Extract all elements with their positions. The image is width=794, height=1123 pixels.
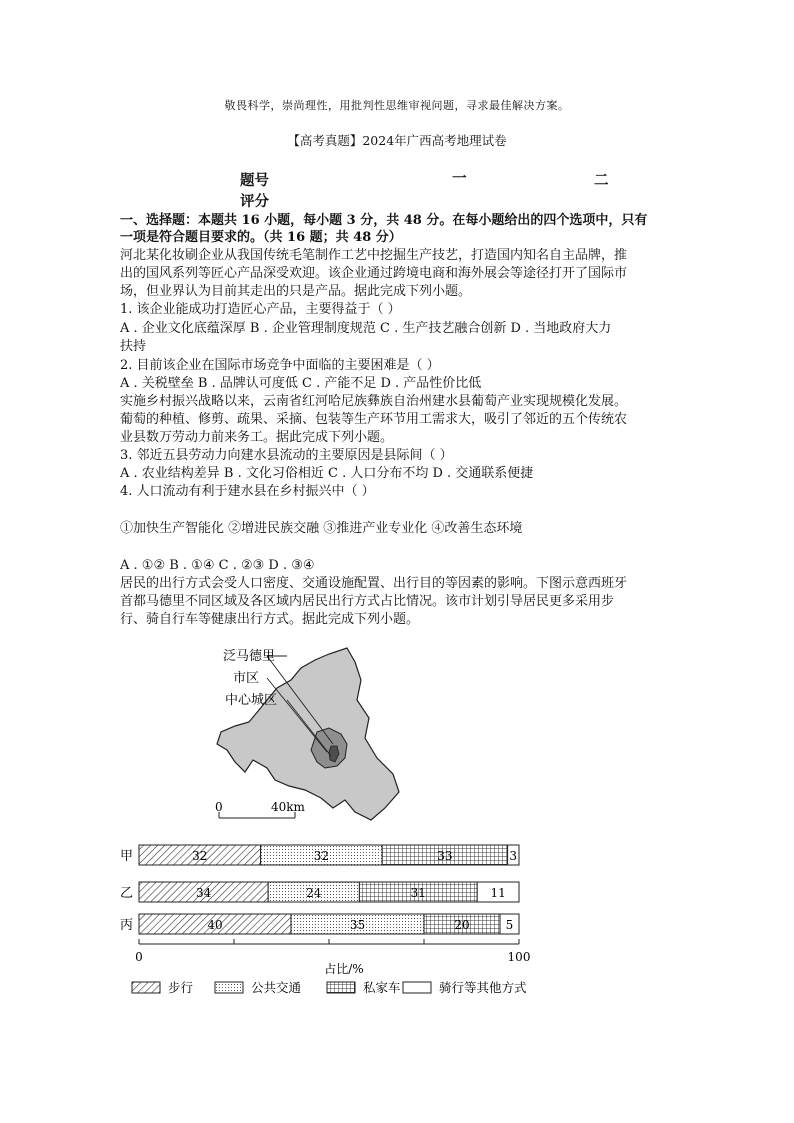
- travel-mode-chart: [110, 836, 540, 1006]
- question-4-stem: 4. 人口流动有利于建水县在乡村振兴中（ ）: [120, 484, 375, 499]
- map-label-center: 中心城区: [225, 693, 278, 708]
- chart-data-label: 31: [410, 886, 426, 900]
- map-label-greater-madrid: 泛马德里: [223, 649, 276, 664]
- question-2-options: A . 关税壁垒 B . 品牌认可度低 C . 产能不足 D . 产品性价比低: [120, 376, 482, 391]
- legend-label-car: 私家车: [363, 980, 401, 995]
- score-table-number-label: 题号: [240, 172, 269, 189]
- question-1-stem: 1. 该企业能成功打造匠心产品，主要得益于（ ）: [120, 302, 401, 317]
- passage2-line: 葡萄的种植、修剪、疏果、采摘、包装等生产环节用工需求大，吸引了邻近的五个传统农: [120, 412, 628, 427]
- passage1-line: 出的国风系列等匠心产品深受欢迎。该企业通过跨境电商和海外展会等途径打开了国际市: [120, 266, 628, 281]
- score-table-col1: 一: [452, 170, 467, 187]
- score-table-col2: 二: [594, 172, 609, 189]
- passage1-line: 河北某化妆刷企业从我国传统毛笔制作工艺中挖掘生产技艺，打造国内知名自主品牌，推: [120, 248, 628, 263]
- motto: 敬畏科学，崇尚理性，用批判性思维审视问题，寻求最佳解决方案。: [224, 99, 570, 112]
- section-heading: 一、选择题：本题共 16 小题，每小题 3 分，共 48 分。在每小题给出的四个选项中，只有: [120, 213, 648, 228]
- passage2-line: 实施乡村振兴战略以来，云南省红河哈尼族彝族自治州建水县葡萄产业实现规模化发展。: [120, 394, 628, 409]
- question-2-stem: 2. 目前该企业在国际市场竞争中面临的主要困难是（ ）: [120, 358, 440, 373]
- legend-swatch-car: [327, 982, 355, 993]
- passage2-line: 业县数万劳动力前来务工。据此完成下列小题。: [120, 430, 394, 445]
- passage3-line: 居民的出行方式会受人口密度、交通设施配置、出行目的等因素的影响。下图示意西班牙: [120, 576, 628, 591]
- question-4-items: ①加快生产智能化 ②增进民族交融 ③推进产业专业化 ④改善生态环境: [120, 521, 523, 536]
- chart-tick-label: 0: [135, 950, 143, 964]
- legend-label-public-transport: 公共交通: [251, 980, 302, 995]
- legend-label-walk: 步行: [168, 980, 194, 995]
- chart-data-label: 34: [195, 886, 212, 900]
- chart-data-label: 24: [306, 886, 322, 900]
- score-table-score-label: 评分: [240, 193, 269, 210]
- map-scale-end: 40km: [271, 800, 305, 814]
- chart-category-label: 丙: [120, 918, 134, 933]
- chart-data-label: 35: [349, 918, 366, 932]
- legend-swatch-other: [403, 982, 431, 993]
- chart-tick-label: 100: [507, 950, 531, 964]
- legend-swatch-walk: [132, 982, 160, 993]
- passage3-line: 行、骑自行车等健康出行方式。据此完成下列小题。: [120, 612, 420, 627]
- question-3-options: A . 农业结构差异 B . 文化习俗相近 C . 人口分布不均 D . 交通联系便捷: [120, 466, 534, 481]
- chart-category-label: 甲: [120, 849, 134, 864]
- passage1-line: 场，但业界认为目前其走出的只是产品。据此完成下列小题。: [120, 284, 472, 299]
- question-3-stem: 3. 邻近五县劳动力向建水县流动的主要原因是县际间（ ）: [120, 448, 453, 463]
- map-label-city: 市区: [233, 671, 260, 686]
- map-scale-start: 0: [215, 800, 223, 814]
- question-4-options: A . ①② B . ①④ C . ②③ D . ③④: [120, 558, 315, 573]
- chart-data-label: 32: [313, 849, 330, 863]
- chart-data-label: 20: [454, 918, 470, 932]
- chart-data-label: 5: [505, 918, 514, 932]
- legend-swatch-public-transport: [215, 982, 243, 993]
- chart-data-label: 3: [509, 849, 517, 863]
- chart-data-label: 32: [192, 849, 208, 863]
- question-1-options: A . 企业文化底蕴深厚 B . 企业管理制度规范 C . 生产技艺融合创新 D . 当地政府大力: [120, 321, 612, 336]
- legend-label-other: 骑行等其他方式: [439, 980, 527, 995]
- chart-category-label: 乙: [120, 886, 134, 901]
- passage3-line: 首都马德里不同区域及各区域内居民出行方式占比情况。该市计划引导居民更多采用步: [120, 594, 615, 609]
- chart-data-label: 11: [490, 886, 506, 900]
- chart-data-label: 33: [437, 849, 453, 863]
- section-heading-cont: 一项是符合题目要求的。（共 16 题；共 48 分）: [120, 230, 402, 245]
- chart-data-label: 40: [207, 918, 223, 932]
- chart-x-axis-label: 占比/%: [324, 962, 364, 976]
- madrid-map: [205, 640, 415, 830]
- question-1-options-cont: 扶持: [120, 339, 147, 354]
- page-title: 【高考真题】2024年广西高考地理试卷: [287, 133, 507, 148]
